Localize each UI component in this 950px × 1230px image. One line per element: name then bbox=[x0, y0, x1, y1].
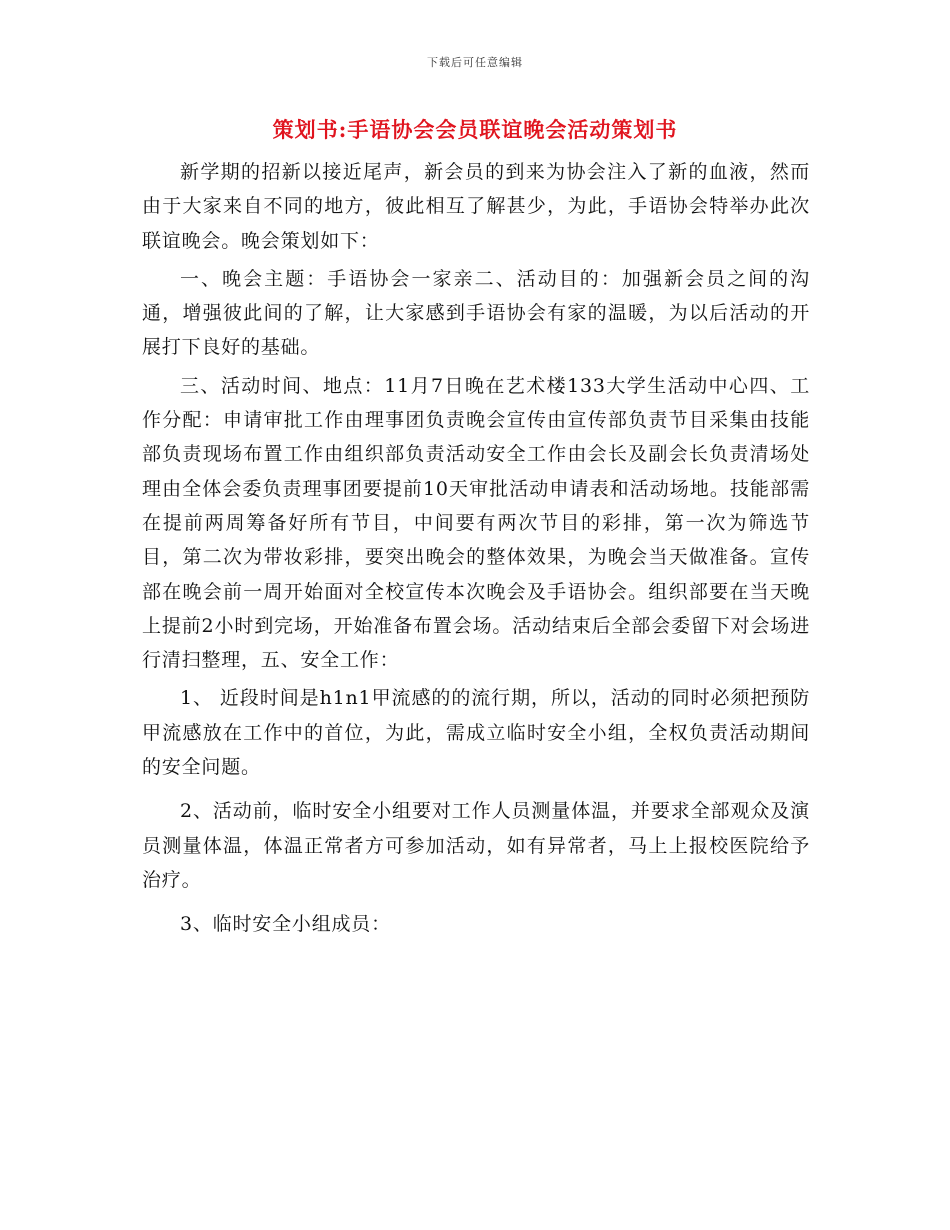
paragraph-theme-purpose: 一、晚会主题：手语协会一家亲二、活动目的：加强新会员之间的沟通，增强彼此间的了解，让大家感到手语协会有家的温暖，为以后活动的开展打下良好的基础。 bbox=[142, 267, 810, 359]
paragraph-safety-item-2: 2、活动前，临时安全小组要对工作人员测量体温，并要求全部观众及演员测量体温，体温正常者方可参加活动，如有异常者，马上上报校医院给予治疗。 bbox=[142, 800, 810, 891]
header-note: 下载后可任意编辑 bbox=[427, 56, 523, 69]
paragraph-intro: 新学期的招新以接近尾声，新会员的到来为协会注入了新的血液，然而由于大家来自不同的地方，彼此相互了解甚少，为此，手语协会特举办此次联谊晚会。晚会策划如下： bbox=[142, 161, 810, 252]
paragraph-safety-item-3: 3、临时安全小组成员： bbox=[180, 913, 391, 936]
document-body bbox=[142, 155, 810, 946]
paragraph-safety-item-1: 1、 近段时间是h1n1甲流感的的流行期，所以，活动的同时必须把预防甲流感放在工作中的首位，为此，需成立临时安全小组，全权负责活动期间的安全问题。 bbox=[142, 687, 810, 779]
paragraph-time-place-assignments: 三、活动时间、地点：11月7日晚在艺术楼133大学生活动中心四、工作分配：申请审批工作由理事团负责晚会宣传由宣传部负责节目采集由技能部负责现场布置工作由组织部负责活动安全工作由会长及副会长负责清场处理由全体会委负责理事团要提前10天审批活动申请表和活动场地。技能部需在提前两周筹备好所有节目，中间要有两次节目的彩排，第一次为筛选节目，第二次为带妆彩排，要突出晚会的整体效果，为晚会当天做准备。宣传部在晚会前一周开始面对全校宣传本次晚会及手语协会。组织部要在当天晚上提前2小时到完场，开始准备布置会场。活动结束后全部会委留下对会场进行清扫整理，五、安全工作： bbox=[142, 374, 810, 672]
page-title: 策划书:手语协会会员联谊晚会活动策划书 bbox=[272, 117, 678, 142]
